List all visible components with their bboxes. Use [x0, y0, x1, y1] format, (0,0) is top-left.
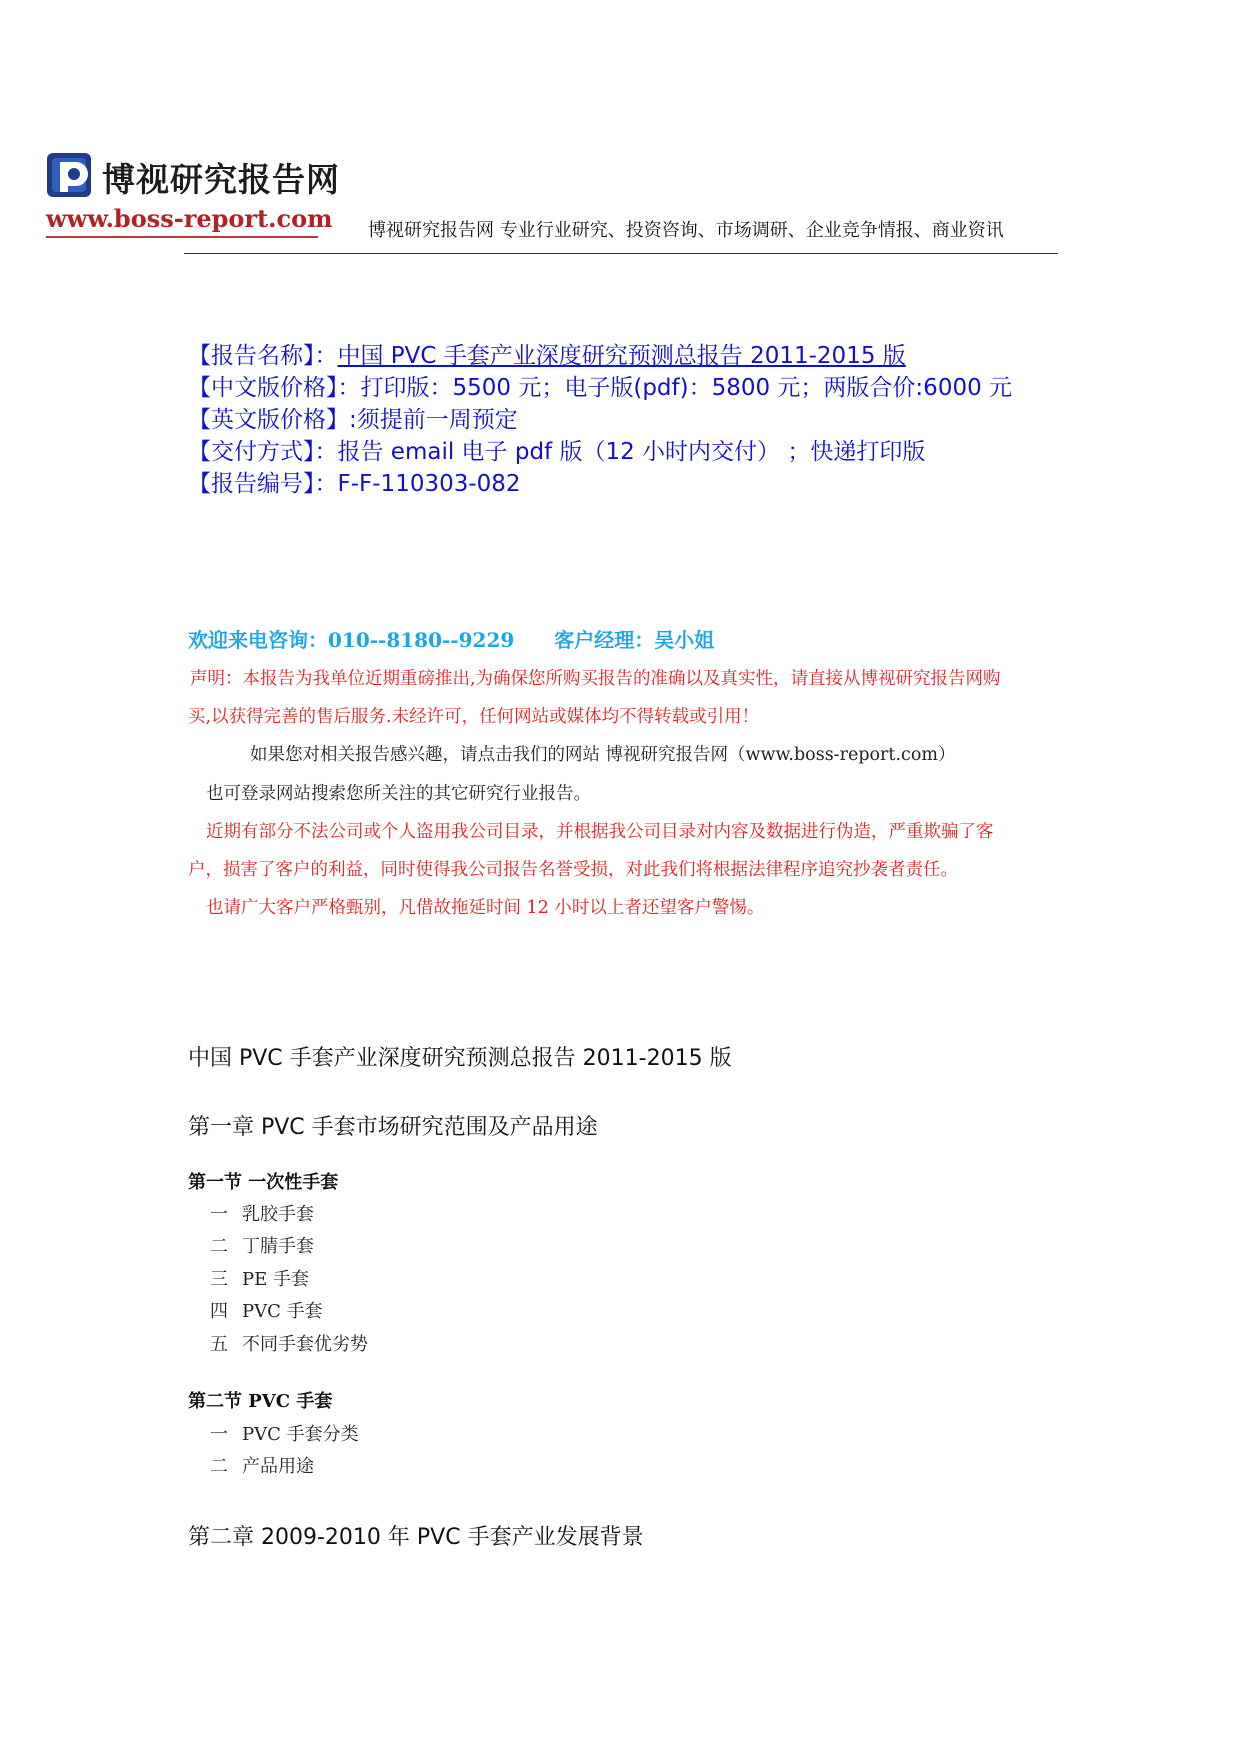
logo-underline	[46, 236, 318, 238]
logo-url[interactable]: www.boss-report.com	[46, 204, 333, 233]
list-item: 五 不同手套优劣势	[210, 1334, 368, 1355]
report-name-label: 【报告名称】：	[188, 343, 338, 369]
report-code-label: 【报告编号】：	[188, 471, 338, 497]
notice-line-6: 户，损害了客户的利益，同时使得我公司报告名誉受损，对此我们将根据法律程序追究抄袭者责任。	[188, 860, 958, 880]
notice-line-7: 也请广大客户严格甄别，凡借故拖延时间 12 小时以上者还望客户警惕。	[206, 898, 765, 918]
list-item: 三 PE 手套	[210, 1269, 309, 1290]
contact-phone: 欢迎来电咨询：010--8180--9229	[188, 628, 515, 652]
delivery-row	[188, 436, 1088, 468]
section-1-heading: 第一节 一次性手套	[188, 1172, 339, 1193]
list-item: 一 PVC 手套分类	[210, 1424, 359, 1445]
delivery-value: 报告 email 电子 pdf 版（12 小时内交付） ；快递打印版	[337, 439, 926, 465]
cn-price-row	[188, 372, 1088, 404]
en-price-label: 【英文版价格】	[188, 407, 349, 433]
list-item: 二 产品用途	[210, 1456, 314, 1477]
delivery-label: 【交付方式】：	[188, 439, 338, 465]
notice-line-5: 近期有部分不法公司或个人盗用我公司目录，并根据我公司目录对内容及数据进行伪造，严重欺骗了客	[206, 822, 994, 842]
notice-line-2: 买,以获得完善的售后服务.未经许可，任何网站或媒体均不得转载或引用！	[188, 707, 760, 727]
chapter-1-heading: 第一章 PVC 手套市场研究范围及产品用途	[188, 1115, 598, 1140]
notice-line-4: 也可登录网站搜索您所关注的其它研究行业报告。	[206, 784, 591, 804]
logo-mark-icon	[46, 152, 92, 198]
header-tagline: 博视研究报告网 专业行业研究、投资咨询、市场调研、企业竞争情报、商业资讯	[368, 220, 1004, 241]
chapter-2-heading: 第二章 2009-2010 年 PVC 手套产业发展背景	[188, 1525, 644, 1550]
section-2-heading: 第二节 PVC 手套	[188, 1391, 333, 1412]
list-item: 二 丁腈手套	[210, 1236, 314, 1257]
report-name-row	[188, 340, 1088, 372]
report-code-value: F-F-110303-082	[337, 471, 521, 497]
contact-manager: 客户经理：吴小姐	[554, 628, 715, 652]
contact-line	[188, 624, 714, 653]
cn-price-label: 【中文版价格】	[188, 375, 338, 401]
toc-title: 中国 PVC 手套产业深度研究预测总报告 2011-2015 版	[188, 1046, 732, 1071]
report-name-link[interactable]: 中国 PVC 手套产业深度研究预测总报告 2011-2015 版	[337, 343, 906, 369]
list-item: 一 乳胶手套	[210, 1204, 314, 1225]
notice-line-3: 如果您对相关报告感兴趣，请点击我们的网站 博视研究报告网（www.boss-report.com）	[250, 745, 956, 765]
en-price-value: :须提前一周预定	[349, 407, 518, 433]
en-price-row	[188, 404, 1088, 436]
list-item: 四 PVC 手套	[210, 1301, 323, 1322]
notice-line-1: 声明：本报告为我单位近期重磅推出,为确保您所购买报告的准确以及真实性，请直接从博视研究报告网购	[190, 669, 1001, 689]
cn-price-value: ：打印版：5500 元；电子版(pdf)：5800 元；两版合价:6000 元	[337, 375, 1013, 401]
header-divider	[184, 253, 1058, 254]
logo	[46, 152, 340, 242]
logo-name: 博视研究报告网	[102, 160, 340, 199]
report-code-row	[188, 468, 1088, 500]
